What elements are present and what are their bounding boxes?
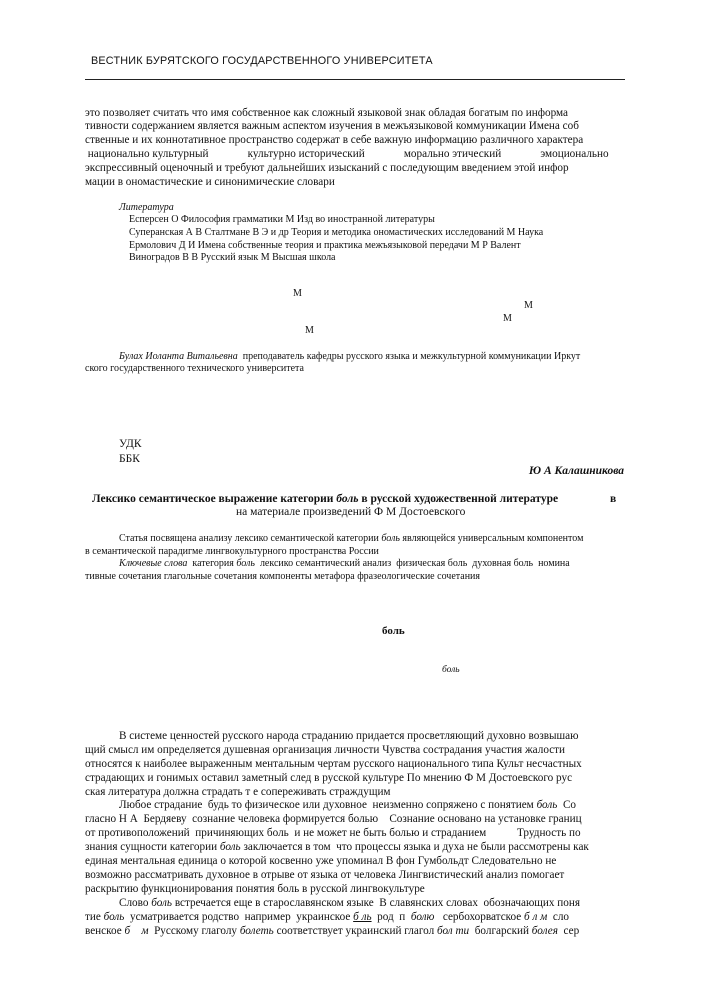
keywords-line2: тивные сочетания глагольные сочетания компоненты метафора фразеологические сочетания (85, 571, 481, 582)
body-line: Слово боль встречается еще в старославянском языке В славянских словах обозначающих поня (119, 897, 581, 909)
body-line: щий смысл им определяется душевная организация личности Чувства сострадания участия жалости (85, 744, 566, 756)
english-title-word: боль (382, 625, 405, 637)
author-note-text: преподаватель кафедры русского языка и межкультурной коммуникации Иркут (237, 351, 581, 362)
intro-line: мации в ономастические и синонимические словари (85, 176, 335, 188)
intro-line: ственные и их коннотативное пространство содержат в себе важную информацию различного характера (85, 134, 584, 146)
header-divider (85, 79, 625, 80)
bbk-label: ББК (119, 453, 140, 465)
stray-letter: М (503, 313, 512, 324)
journal-header-title: ВЕСТНИК БУРЯТСКОГО ГОСУДАРСТВЕННОГО УНИВЕРСИТЕТА (91, 55, 433, 67)
inline-keyword: боль (151, 897, 173, 909)
inline-keyword: боль (536, 799, 558, 811)
title-keyword: боль (336, 493, 359, 505)
body-line: гласно Н А Бердяеву сознание человека формируется болью Сознание основано на установке границ (85, 813, 582, 825)
body-line: возможно рассматривать духовное в отрыве от языка от человека Лингвистический анализ помогает (85, 869, 565, 881)
keywords-label: Ключевые слова (119, 558, 188, 569)
body-line: В системе ценностей русского народа страданию придается просветляющий духовно возвышаю (119, 730, 579, 742)
abstract-line2: в семантической парадигме лингвокультурного пространства России (85, 546, 379, 557)
body-line: тие боль усматривается родство например украинское б ль род п болю сербохорватское б л м сло (85, 911, 570, 923)
intro-line: национально культурный культурно исторический морально этический эмоционально (85, 148, 609, 160)
literature-item: Виноградов В В Русский язык М Высшая школа (129, 252, 336, 263)
intro-line: экспрессивный оценочный и требуют дальнейших изысканий с последующим введением этой инфор (85, 162, 569, 174)
article-title-tail: в (610, 493, 617, 505)
keywords-line1: Ключевые слова категория боль лексико семантический анализ физическая боль духовная боль номина (119, 558, 570, 569)
udk-label: УДК (119, 438, 142, 450)
abstract-line1: Статья посвящена анализу лексико семантической категории боль являющейся универсальным компонентом (119, 533, 584, 544)
body-line: Любое страдание будь то физическое или духовное неизменно сопряжено с понятием боль Со (119, 799, 576, 811)
literature-item: Суперанская А В Сталтмане В Э и др Теория и методика ономастических исследований М Наука (129, 227, 544, 238)
article-title-line2: на материале произведений Ф М Достоевского (236, 506, 466, 518)
intro-line: тивности содержанием является важным аспектом изучения в межъязыковой коммуникации Имена соб (85, 120, 579, 132)
stray-letter: М (305, 325, 314, 336)
inline-keyword: боль (219, 841, 241, 853)
body-line: ская литература должна страдать т е сопереживать страждущим (85, 786, 391, 798)
body-line: венское б м Русскому глаголу болеть соответствует украинский глагол бол ти болгарский болея сер (85, 925, 580, 937)
body-line: от противоположений причиняющих боль и не может не быть болью и страданием Трудность по (85, 827, 581, 839)
article-author: Ю А Калашникова (528, 465, 624, 477)
body-line: относятся к наиболее выраженным ментальным чертам русского национального типа Культ несчастных (85, 758, 582, 770)
body-line: знания сущности категории боль заключается в том что процессы языка и духа не были рассмотрены как (85, 841, 589, 853)
article-title-line1: Лексико семантическое выражение категории боль в русской художественной литературе (92, 493, 559, 505)
abstract-keyword: боль (381, 533, 400, 544)
literature-item: Ермолович Д И Имена собственные теория и практика межъязыковой передачи М Р Валент (129, 240, 521, 251)
intro-line: это позволяет считать что имя собственное как сложный языковой знак обладая богатым по информа (85, 107, 568, 119)
body-line: страдающих и гонимых оставил заметный след в русской культуре По мнению Ф М Достоевского рус (85, 772, 573, 784)
author-note (119, 351, 580, 364)
author-note-continuation: ского государственного технического университета (85, 363, 304, 374)
body-line: раскрытию функционирования понятия боль в русской лингвокультуре (85, 883, 425, 895)
author-note-name: Булах Иоланта Витальевна (119, 351, 238, 362)
body-line: единая ментальная единица о которой косвенно уже упоминал В фон Гумбольдт Следовательно не (85, 855, 557, 867)
literature-heading: Литература (119, 202, 174, 213)
stray-letter: М (524, 300, 533, 311)
literature-item: Есперсен О Философия грамматики М Изд во иностранной литературы (129, 214, 435, 225)
stray-letter: М (293, 288, 302, 299)
english-keyword-word: боль (442, 665, 460, 675)
